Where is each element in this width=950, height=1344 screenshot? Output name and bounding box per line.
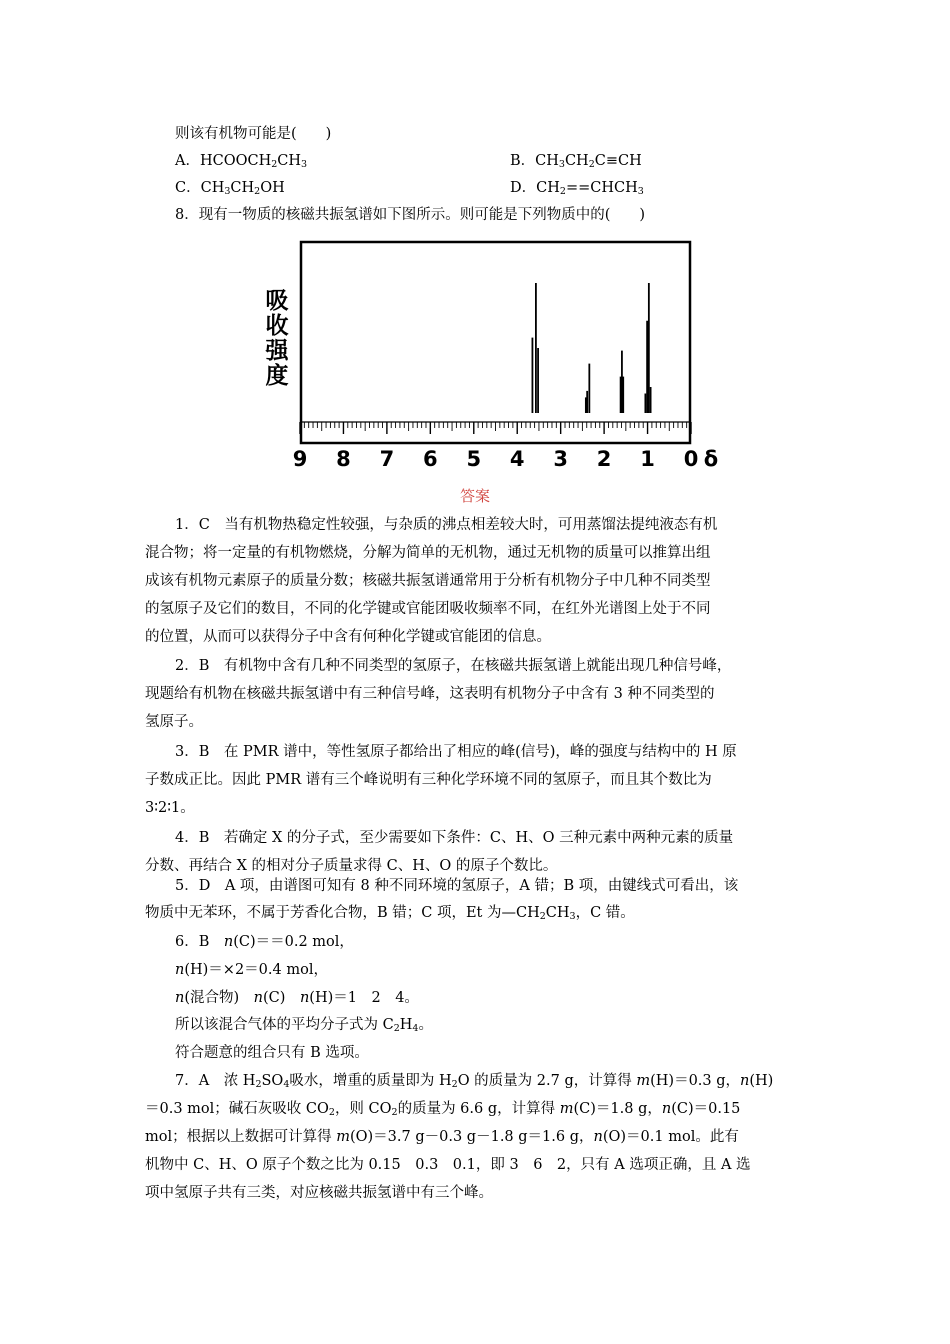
answer-2-line3: 氢原子。 xyxy=(145,714,203,730)
nmr-spectrum-chart xyxy=(255,238,725,480)
x-tick-label: 9 xyxy=(292,447,308,471)
answer-4-line2: 分数、再结合 X 的相对分子质量求得 C、H、O 的原子个数比。 xyxy=(145,858,558,874)
x-tick-label: 0 xyxy=(683,447,699,471)
y-axis-label: 吸收强度 xyxy=(265,288,289,389)
x-tick-label: 3 xyxy=(553,447,568,471)
answer-6-line3: n(混合物) n(C) n(H)＝1 2 4。 xyxy=(175,990,419,1006)
answer-5-line2: 物质中无苯环，不属于芳香化合物，B 错；C 项，Et 为$—CH_2CH_3$，C 错。 xyxy=(145,905,635,922)
answer-1-line4: 的氢原子及它们的数目，不同的化学键或官能团吸收频率不同，在红外光谱图上处于不同 xyxy=(145,601,711,617)
answer-7-line5: 项中氢原子共有三类，对应核磁共振氢谱中有三个峰。 xyxy=(145,1185,493,1201)
answer-3-line2: 子数成正比。因此 PMR 谱有三个峰说明有三种化学环境不同的氢原子，而且其个数比为 xyxy=(145,772,712,788)
x-tick-label: 1 xyxy=(640,447,655,471)
x-tick-label: 6 xyxy=(423,447,438,471)
answer-6-line5: 符合题意的组合只有 B 选项。 xyxy=(175,1045,369,1061)
option-d: D．$CH_2==CHCH_3$ xyxy=(510,180,644,197)
x-tick-label: 5 xyxy=(466,447,482,471)
answer-5-line1: 5．D A 项，由谱图可知有 8 种不同环境的氢原子，A 错；B 项，由键线式可看出，该 xyxy=(175,878,739,894)
plot-frame xyxy=(301,242,690,443)
option-c: C．$CH_3CH_2OH$ xyxy=(175,180,285,197)
answer-2-line1: 2．B 有机物中含有几种不同类型的氢原子，在核磁共振氢谱上就能出现几种信号峰， xyxy=(175,658,732,674)
x-tick-label: 4 xyxy=(509,447,525,471)
answer-7-line1: 7．A 浓 $H_2SO_4$吸水，增重的质量即为 $H_2O$ 的质量为 2.7 g，计算得 m(H)＝0.3 g，n(H) xyxy=(175,1073,774,1090)
option-a: A．$HCOOCH_2CH_3$ xyxy=(175,153,308,170)
answer-title: 答案 xyxy=(459,487,490,505)
answer-2-line2: 现题给有机物在核磁共振氢谱中有三种信号峰，这表明有机物分子中含有 3 种不同类型的 xyxy=(145,686,715,702)
x-tick-label: 2 xyxy=(596,447,612,471)
answer-3-line3: 3∶2∶1。 xyxy=(145,800,195,816)
answer-7-line4: 机物中 C、H、O 原子个数之比为 0.15 0.3 0.1，即 3 6 2，只有 A 选项正确，且 A 选 xyxy=(145,1157,751,1173)
answer-6-line4: 所以该混合气体的平均分子式为 $C_2H_4$。 xyxy=(175,1017,433,1034)
answer-4-line1: 4．B 若确定 X 的分子式，至少需要如下条件：C、H、O 三种元素中两种元素的质量 xyxy=(175,830,734,846)
question8-stem: 8．现有一物质的核磁共振氢谱如下图所示。则可能是下列物质中的( ) xyxy=(175,207,646,223)
option-b: B．$CH_3CH_2C\equiv CH$ xyxy=(510,153,642,170)
question7-stem: 则该有机物可能是( ) xyxy=(175,126,332,142)
peaks-group xyxy=(532,283,650,413)
answer-1-line5: 的位置，从而可以获得分子中含有何种化学键或官能团的信息。 xyxy=(145,629,551,645)
x-tick-label: 8 xyxy=(336,447,351,471)
x-tick-label: 7 xyxy=(379,447,395,471)
answer-1-line1: 1．C 当有机物热稳定性较强，与杂质的沸点相差较大时，可用蒸馏法提纯液态有机 xyxy=(175,517,718,533)
answer-1-line2: 混合物；将一定量的有机物燃烧，分解为简单的无机物，通过无机物的质量可以推算出组 xyxy=(145,545,711,561)
answer-7-line3: mol；根据以上数据可计算得 m(O)＝3.7 g－0.3 g－1.8 g＝1.6 g，n(O)＝0.1 mol。此有 xyxy=(145,1129,739,1145)
answer-1-line3: 成该有机物元素原子的质量分数；核磁共振氢谱通常用于分析有机物分子中几种不同类型 xyxy=(145,573,711,589)
answer-6-line1: 6．B n(C)＝＝0.2 mol， xyxy=(175,934,354,950)
answer-7-line2: ＝0.3 mol；碱石灰吸收 $CO_2$，则 $CO_2$的质量为 6.6 g，计算得 m(C)＝1.8 g，n(C)＝0.15 xyxy=(145,1101,741,1118)
x-unit-label: δ xyxy=(703,447,719,471)
x-axis xyxy=(293,422,719,471)
answer-3-line1: 3．B 在 PMR 谱中，等性氢原子都给出了相应的峰(信号)，峰的强度与结构中的 H 原 xyxy=(175,744,737,760)
answer-6-line2: n(H)＝×2＝0.4 mol， xyxy=(175,962,328,978)
